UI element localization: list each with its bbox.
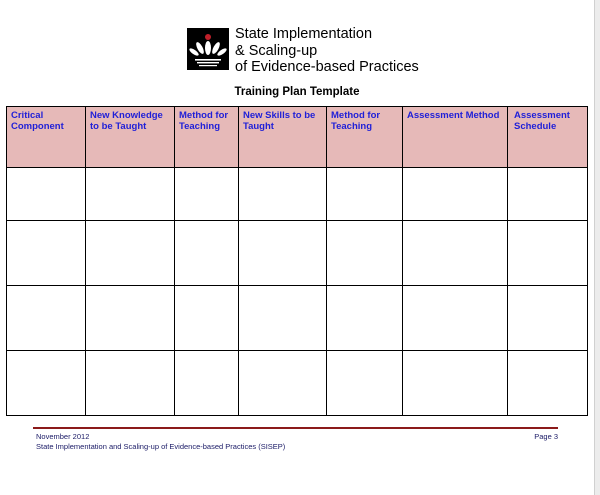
sisep-logo — [187, 26, 419, 76]
column-header: Method for Teaching — [175, 107, 239, 168]
table-row — [7, 351, 588, 416]
table-cell[interactable] — [403, 168, 508, 221]
footer-divider — [33, 427, 558, 429]
document-title: Training Plan Template — [234, 86, 360, 98]
column-header: New Knowledge to be Taught — [86, 107, 175, 168]
table-cell[interactable] — [508, 221, 588, 286]
page-number: Page 3 — [534, 432, 558, 441]
table-cell[interactable] — [508, 286, 588, 351]
table-cell[interactable] — [175, 221, 239, 286]
table-cell[interactable] — [239, 221, 327, 286]
table-cell[interactable] — [239, 351, 327, 416]
logo-wordmark — [235, 26, 419, 76]
table-cell[interactable] — [7, 221, 86, 286]
table-cell[interactable] — [175, 168, 239, 221]
table-cell[interactable] — [86, 221, 175, 286]
logo-line: of Evidence-based Practices — [235, 59, 419, 75]
table-cell[interactable] — [86, 168, 175, 221]
table-cell[interactable] — [239, 286, 327, 351]
column-header: New Skills to be Taught — [239, 107, 327, 168]
column-header: Critical Component — [7, 107, 86, 168]
table-cell[interactable] — [508, 168, 588, 221]
column-header: Method for Teaching — [327, 107, 403, 168]
table-cell[interactable] — [175, 286, 239, 351]
logo-line: State Implementation — [235, 26, 373, 42]
column-header: Assessment Schedule — [508, 107, 588, 168]
table-cell[interactable] — [403, 286, 508, 351]
table-cell[interactable] — [327, 286, 403, 351]
table-header-row — [7, 107, 588, 168]
table-cell[interactable] — [86, 351, 175, 416]
table-cell[interactable] — [175, 351, 239, 416]
footer-info — [36, 432, 285, 452]
training-plan-table — [6, 106, 588, 416]
table-cell[interactable] — [327, 351, 403, 416]
table-cell[interactable] — [327, 168, 403, 221]
table-cell[interactable] — [508, 351, 588, 416]
table-cell[interactable] — [327, 221, 403, 286]
table-cell[interactable] — [86, 286, 175, 351]
table-cell[interactable] — [7, 286, 86, 351]
table-row — [7, 221, 588, 286]
table-row — [7, 286, 588, 351]
table-cell[interactable] — [7, 168, 86, 221]
column-header: Assessment Method — [403, 107, 508, 168]
footer-date: November 2012 — [36, 432, 90, 441]
table-cell[interactable] — [403, 221, 508, 286]
table-cell[interactable] — [239, 168, 327, 221]
logo-line: & Scaling-up — [235, 42, 318, 59]
table-cell[interactable] — [7, 351, 86, 416]
table-cell[interactable] — [403, 351, 508, 416]
table-row — [7, 168, 588, 221]
fan-leaf-logo-icon — [187, 28, 229, 70]
footer-organization: State Implementation and Scaling-up of Evidence-based Practices (SISEP) — [36, 442, 286, 451]
